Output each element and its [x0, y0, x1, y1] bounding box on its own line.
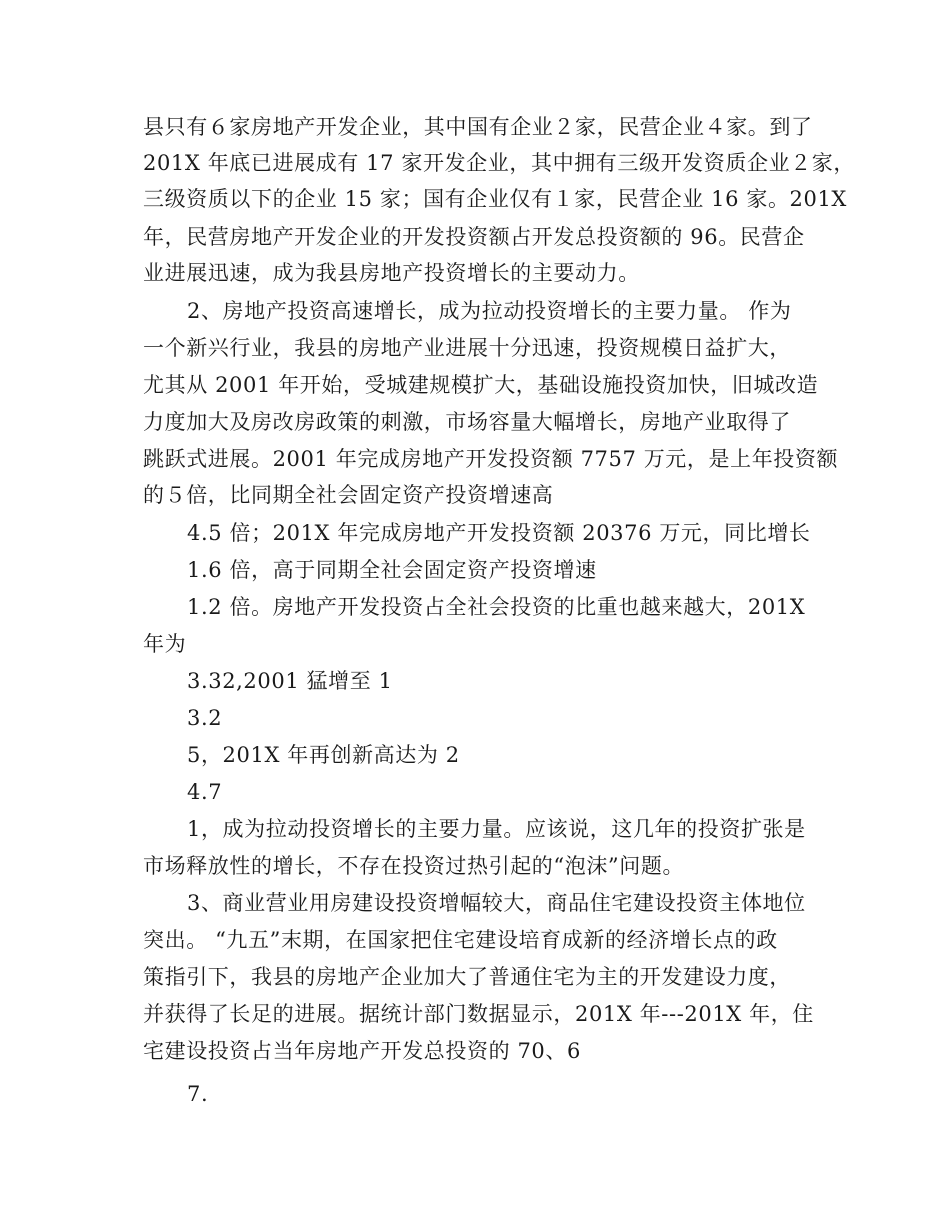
- text-line: 尤其从 2001 年开始，受城建规模扩大，基础设施投资加快，旧城改造: [143, 373, 819, 397]
- text-line: 的５倍，比同期全社会固定资产投资增速高: [143, 483, 554, 507]
- text-line: 县只有６家房地产开发企业，其中国有企业２家，民营企业４家。到了: [143, 115, 813, 139]
- text-line: 跳跃式进展。2001 年完成房地产开发投资额 7757 万元，是上年投资额: [143, 447, 839, 471]
- text-line: 并获得了长足的进展。据统计部门数据显示，201X 年---201X 年，住: [143, 1002, 814, 1026]
- text-line: 201X 年底已进展成有 17 家开发企业，其中拥有三级开发资质企业２家，: [143, 151, 855, 175]
- paragraph-start-line: 1.2 倍。房地产开发投资占全社会投资的比重也越来越大，201X: [187, 595, 806, 619]
- paragraph-start-line: 2、房地产投资高速增长，成为拉动投资增长的主要力量。 作为: [187, 299, 792, 323]
- paragraph-start-line: 1，成为拉动投资增长的主要力量。应该说，这几年的投资扩张是: [187, 817, 806, 841]
- paragraph-start-line: 7.: [187, 1082, 209, 1106]
- paragraph-start-line: 3.2: [187, 706, 223, 730]
- text-line: 策指引下，我县的房地产企业加大了普通住宅为主的开发建设力度，: [143, 965, 791, 989]
- paragraph-start-line: 1.6 倍，高于同期全社会固定资产投资增速: [187, 558, 597, 582]
- text-line: 市场释放性的增长，不存在投资过热引起的“泡沫”问题。: [143, 854, 685, 878]
- text-line: 一个新兴行业，我县的房地产业进展十分迅速，投资规模日益扩大，: [143, 336, 791, 360]
- paragraph-start-line: 3.32,2001 猛增至 1: [187, 669, 393, 693]
- paragraph-start-line: 4.7: [187, 780, 223, 804]
- text-line: 年为: [143, 632, 187, 656]
- text-line: 业进展迅速，成为我县房地产投资增长的主要动力。: [143, 261, 640, 285]
- text-line: 突出。 “九五”末期，在国家把住宅建设培育成新的经济增长点的政: [143, 928, 778, 952]
- paragraph-start-line: 5，201X 年再创新高达为 2: [187, 743, 460, 767]
- text-line: 宅建设投资占当年房地产开发总投资的 70、6: [143, 1039, 581, 1063]
- text-line: 力度加大及房改房政策的刺激，市场容量大幅增长，房地产业取得了: [143, 410, 791, 434]
- paragraph-start-line: 4.5 倍；201X 年完成房地产开发投资额 20376 万元，同比增长: [187, 521, 811, 545]
- text-line: 年，民营房地产开发企业的开发投资额占开发总投资额的 96。民营企: [143, 225, 805, 249]
- text-line: 三级资质以下的企业 15 家；国有企业仅有１家，民营企业 16 家。201X: [143, 187, 847, 211]
- paragraph-start-line: 3、商业营业用房建设投资增幅较大，商品住宅建设投资主体地位: [187, 891, 806, 915]
